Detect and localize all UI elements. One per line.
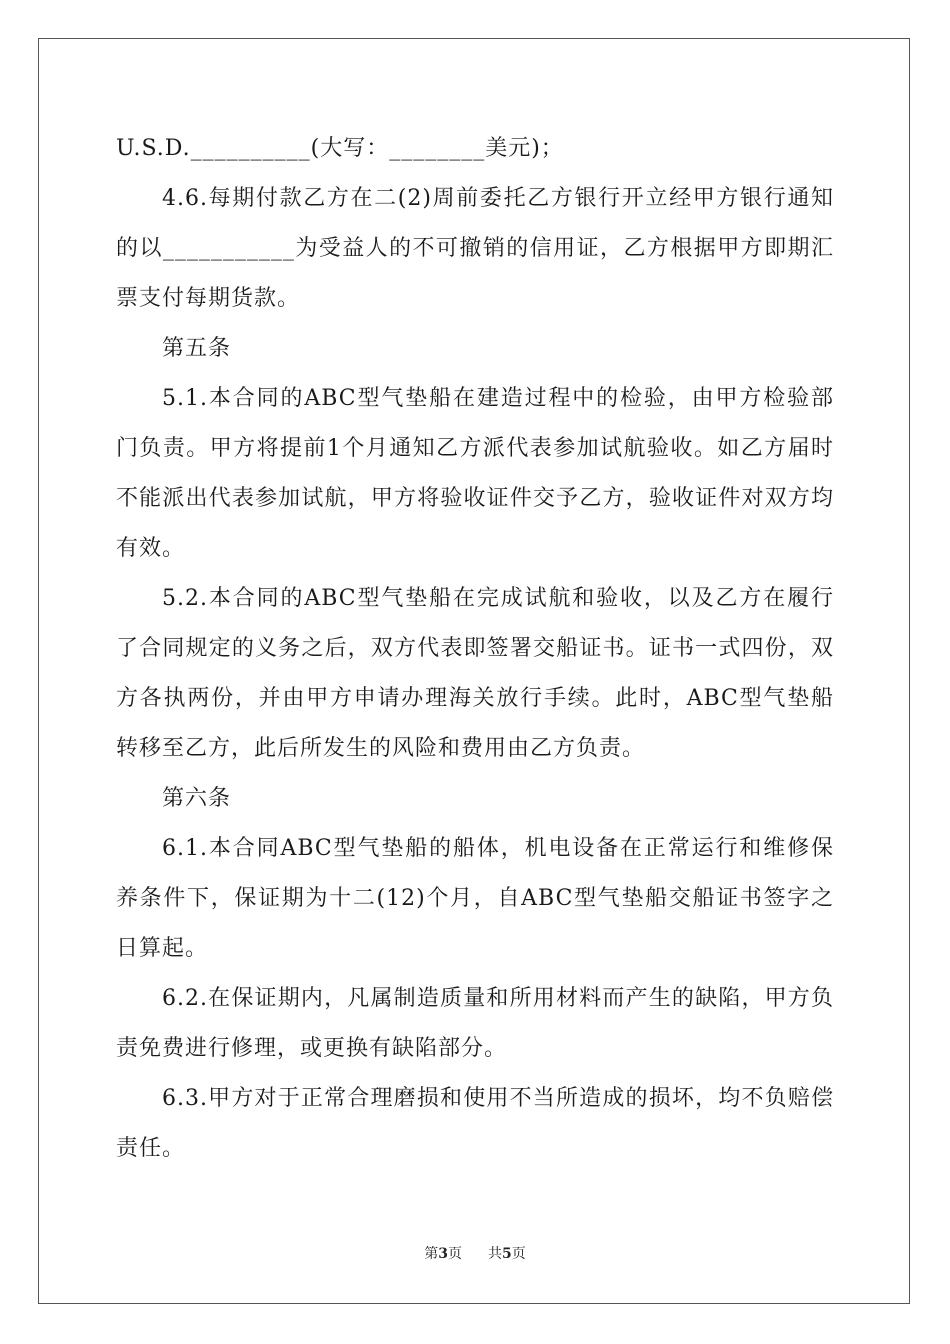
current-page-number: 3 [438,1246,448,1262]
article-6-heading: 第六条 [162,786,232,811]
clause-6-1: 6.1.本合同ABC型气垫船的船体，机电设备在正常运行和维修保养条件下，保证期为十二(12)个月，自ABC型气垫船交船证书签字之日算起。 [116,836,834,961]
article-5-heading: 第五条 [162,336,232,361]
page-prefix: 第 [424,1246,439,1262]
total-prefix: 共 [488,1246,502,1262]
document-body [116,124,834,1174]
clause-4-6: 4.6.每期付款乙方在二(2)周前委托乙方银行开立经甲方银行通知的以___________为受益人的不可撤销的信用证，乙方根据甲方即期汇票支付每期货款。 [116,186,834,311]
clause-6-3: 6.3.甲方对于正常合理磨损和使用不当所造成的损坏，均不负赔偿责任。 [116,1086,834,1161]
page-footer [0,1244,950,1264]
clause-5-2: 5.2.本合同的ABC型气垫船在完成试航和验收，以及乙方在履行了合同规定的义务之后，双方代表即签署交船证书。证书一式四份，双方各执两份，并由甲方申请办理海关放行手续。此时，ABC型气垫船转移至乙方，此后所发生的风险和费用由乙方负责。 [116,586,834,761]
total-pages: 5 [502,1246,512,1262]
page-suffix: 页 [448,1246,462,1262]
clause-6-2: 6.2.在保证期内，凡属制造质量和所用材料而产生的缺陷，甲方负责免费进行修理，或更换有缺陷部分。 [116,986,834,1061]
usd-amount-line: U.S.D.__________(大写：________美元)； [116,136,564,161]
clause-5-1: 5.1.本合同的ABC型气垫船在建造过程中的检验，由甲方检验部门负责。甲方将提前1个月通知乙方派代表参加试航验收。如乙方届时不能派出代表参加试航，甲方将验收证件交予乙方，验收证件对双方均有效。 [116,386,834,561]
total-suffix: 页 [511,1246,526,1262]
